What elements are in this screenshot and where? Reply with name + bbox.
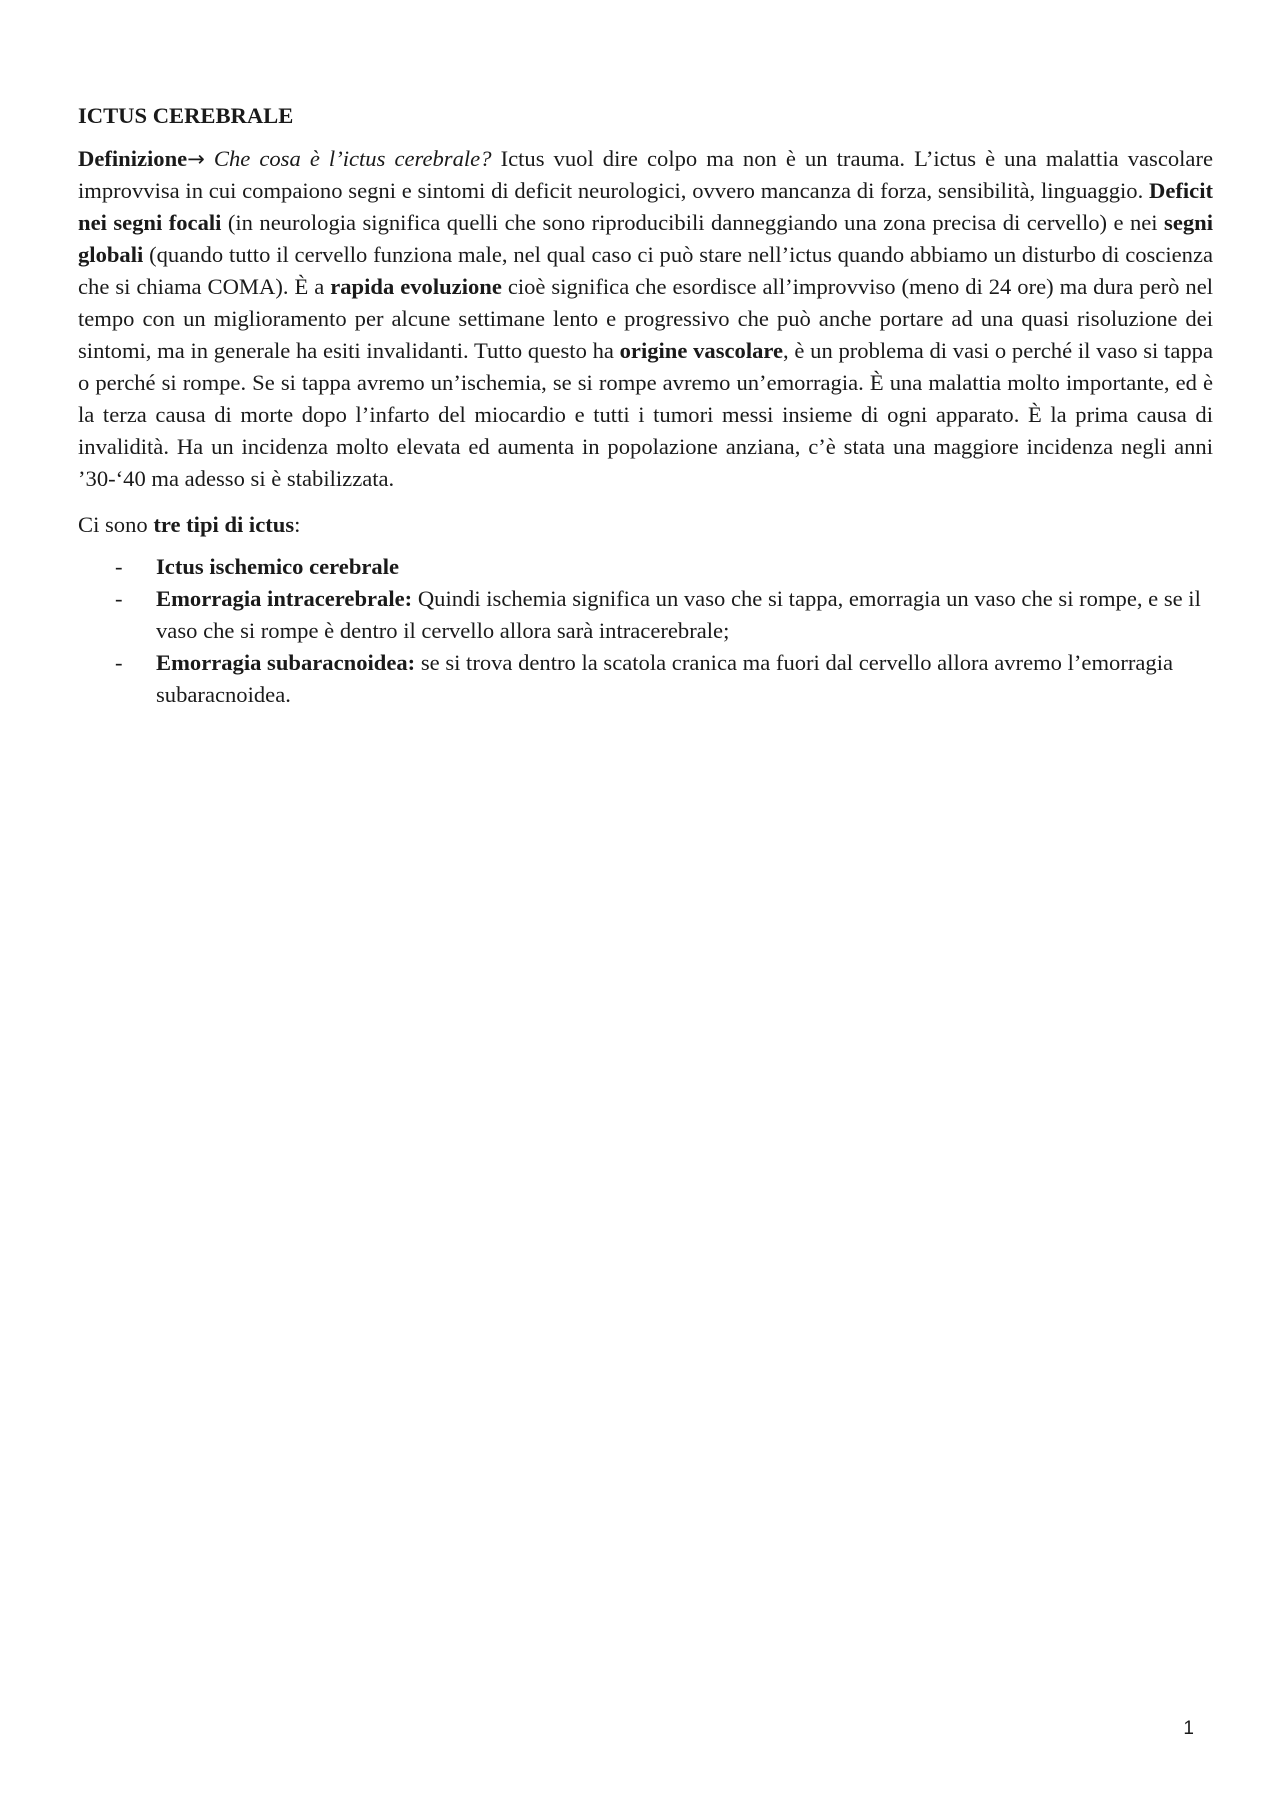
definition-label: Definizione: [78, 146, 188, 171]
page-number: 1: [1183, 1718, 1194, 1739]
definition-text-3: (quando tutto il cervello funziona male, nel qual caso ci può stare nell’ictus quando abbiamo un disturbo di coscienza che si chiama COMA). È a: [78, 242, 1213, 299]
document-title: ICTUS CEREBRALE: [78, 103, 294, 128]
list-item: [78, 583, 1213, 647]
vascular-origin-term: origine vascolare: [619, 338, 784, 363]
list-item-text: Quindi ischemia significa un vaso che si tappa, emorragia un vaso che si rompe, e se il vaso che si rompe è dentro il cervello allora sarà intracerebrale;: [156, 586, 1201, 643]
list-item: [78, 647, 1213, 711]
list-bullet: -: [115, 586, 123, 611]
right-arrow-icon: →: [187, 147, 205, 171]
definition-text-1: Ictus vuol dire colpo ma non è un trauma. L’ictus è una malattia vascolare improvvisa in cui compaiono segni e sintomi di deficit neurologici, ovvero mancanza di forza, sensibilità, linguaggio.: [78, 146, 1214, 203]
list-item-term: Ictus ischemico cerebrale: [156, 554, 400, 579]
types-intro-bold: tre tipi di ictus: [153, 512, 295, 537]
list-bullet: -: [115, 650, 123, 675]
document-body: [78, 100, 1213, 711]
list-bullet: -: [115, 554, 123, 579]
list-item-term: Emorragia intracerebrale:: [156, 586, 413, 611]
definition-text-5: , è un problema di vasi o perché il vaso si tappa o perché si rompe. Se si tappa avremo un’ischemia, se si rompe avremo un’emorragia. È una malattia molto importante, ed è la terza causa di morte dopo l’infarto del miocardio e tutti i tumori messi insieme di ogni apparato. È la prima causa di invalidità. Ha un incidenza molto elevata ed aumenta in popolazione anziana, c’è stata una maggiore incidenza negli anni ’30-‘40 ma adesso si è stabilizzata.: [78, 338, 1213, 491]
types-intro-suffix: :: [294, 512, 301, 537]
rapid-evolution-term: rapida evoluzione: [330, 274, 502, 299]
types-intro: [78, 509, 1213, 541]
global-signs-term: segni globali: [78, 210, 1213, 267]
list-item: [78, 551, 1213, 583]
list-item-text: se si trova dentro la scatola cranica ma fuori dal cervello allora avremo l’emorragia subaracnoidea.: [156, 650, 1173, 707]
definition-text-2: (in neurologia significa quelli che sono riproducibili danneggiando una zona precisa di cervello) e nei: [221, 210, 1165, 235]
list-item-term: Emorragia subaracnoidea:: [156, 650, 416, 675]
focal-signs-term: Deficit nei segni focali: [78, 178, 1213, 235]
definition-text-4: cioè significa che esordisce all’improvviso (meno di 24 ore) ma dura però nel tempo con un miglioramento per alcune settimane lento e progressivo che può anche portare ad una quasi risoluzione dei sintomi, ma in generale ha esiti invalidanti. Tutto questo ha: [78, 274, 1213, 363]
types-intro-text: Ci sono: [78, 512, 154, 537]
definition-paragraph: [78, 143, 1213, 495]
definition-question: Che cosa è l’ictus cerebrale?: [213, 146, 492, 171]
stroke-types-list: [78, 551, 1213, 711]
